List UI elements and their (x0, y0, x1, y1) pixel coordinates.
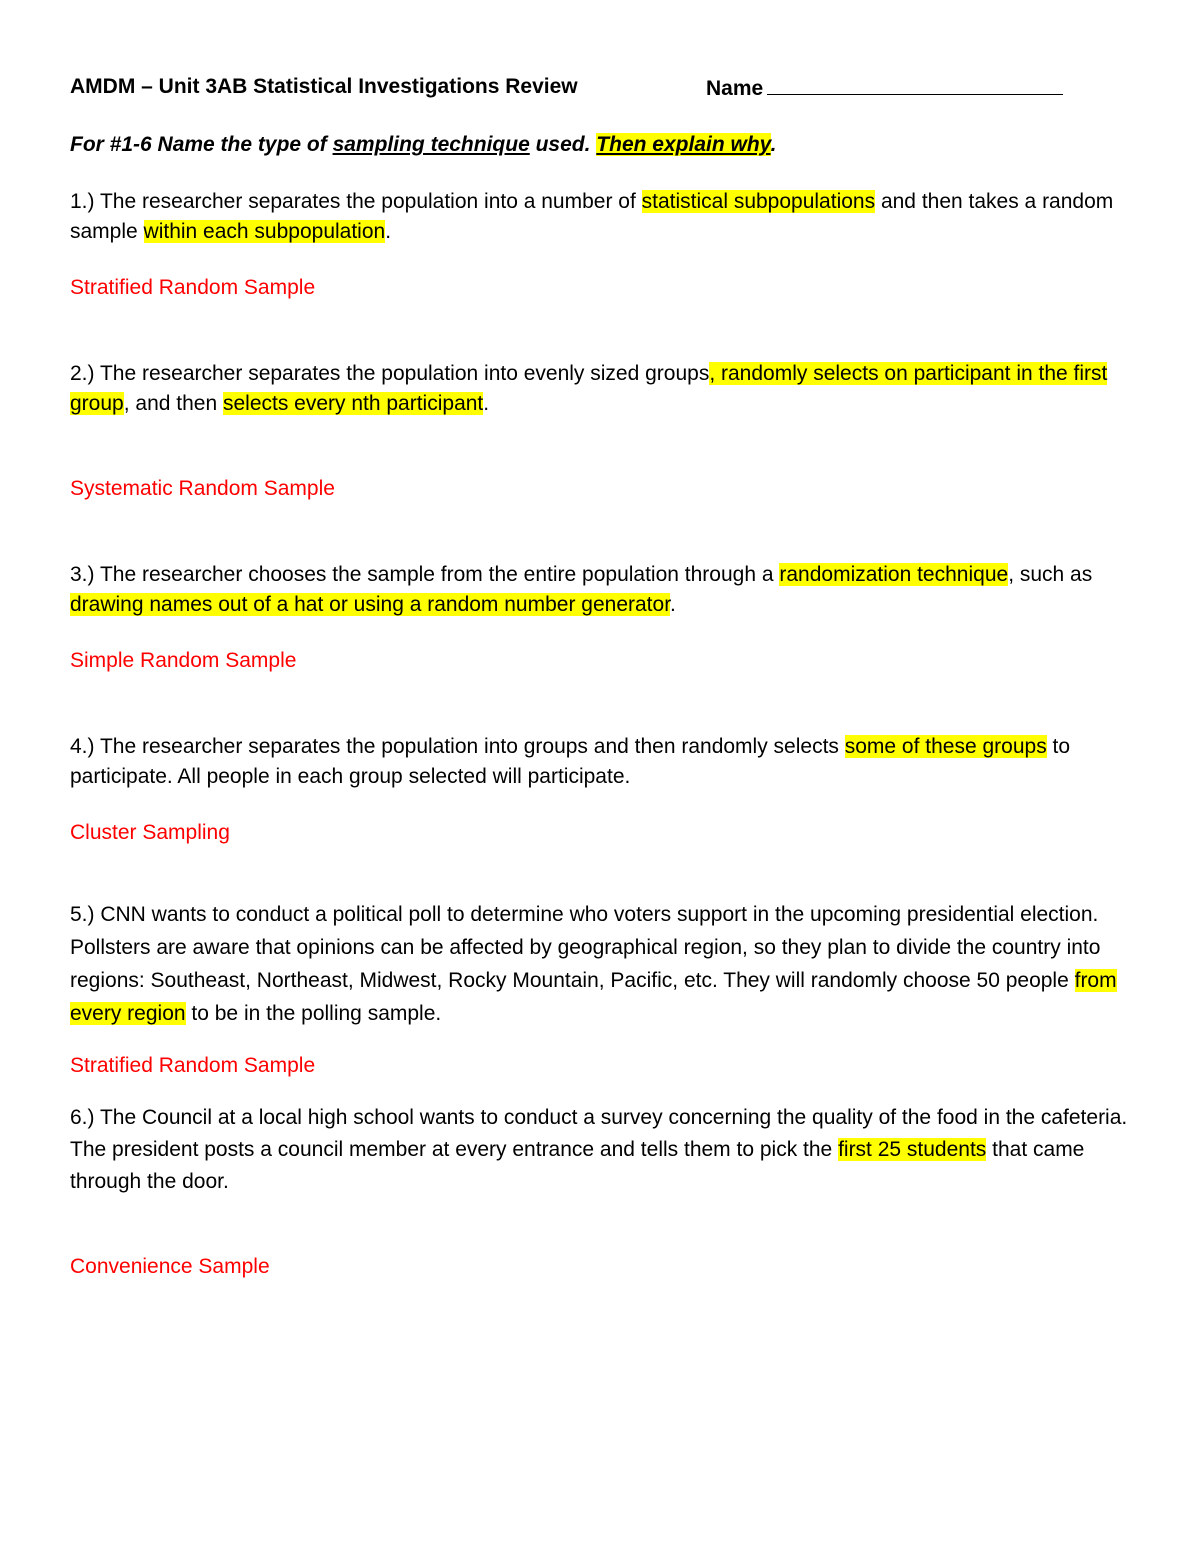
answer-3: Simple Random Sample (70, 649, 297, 672)
question-text: 5.) CNN wants to conduct a political poll to determine who voters support in the upcoming presidential election. Pollsters are aware that opinions can be affected by geographical region, so they plan to divide the country into regions: Southeast, Northeast, Midwest, Rocky Mountain, Pacific, etc. They will randomly choose 50 people (70, 903, 1101, 992)
question-highlight: , randomly selects on participant in the first group (70, 362, 1108, 415)
answer-4: Cluster Sampling (70, 821, 230, 844)
question-text: . (385, 220, 392, 243)
question-5 (70, 898, 1130, 1030)
question-text: , such as (1008, 563, 1093, 586)
question-highlight: within each subpopulation (143, 220, 386, 243)
question-highlight: statistical subpopulations (641, 190, 876, 213)
name-field (706, 72, 1063, 104)
question-1 (70, 187, 1130, 247)
question-text: to be in the polling sample. (185, 1002, 442, 1025)
question-highlight: first 25 students (838, 1138, 987, 1161)
question-highlight: randomization technique (779, 563, 1009, 586)
question-6 (70, 1102, 1130, 1198)
question-text: 1.) The researcher separates the population into a number of (70, 190, 642, 213)
instructions (70, 130, 776, 160)
answer-6: Convenience Sample (70, 1255, 270, 1278)
answer-1: Stratified Random Sample (70, 276, 316, 299)
question-text: , and then (123, 392, 223, 415)
question-highlight: selects every nth participant (222, 392, 484, 415)
question-text: 3.) The researcher chooses the sample from the entire population through a (70, 563, 780, 586)
name-label: Name (706, 77, 764, 100)
page-title: AMDM – Unit 3AB Statistical Investigations Review (70, 75, 578, 98)
question-text: . (483, 392, 490, 415)
question-highlight: drawing names out of a hat or using a random number generator (70, 593, 671, 616)
question-highlight: some of these groups (844, 735, 1047, 758)
instructions-underlined: sampling technique (332, 133, 530, 156)
instructions-part3: . (770, 133, 777, 156)
name-blank-line[interactable] (767, 72, 1063, 95)
instructions-part2: used. (529, 133, 597, 156)
question-3 (70, 560, 1130, 620)
question-text: . (670, 593, 676, 616)
question-text: 2.) The researcher separates the population into evenly sized groups (70, 362, 710, 385)
question-text: and then takes a random sample (70, 190, 1114, 243)
question-highlight: from every region (70, 969, 1117, 1025)
question-text: to participate. All people in each group selected will participate. (70, 735, 1071, 788)
instructions-part1: For #1-6 Name the type of (70, 133, 333, 156)
question-text: 4.) The researcher separates the population into groups and then randomly selects (70, 735, 845, 758)
question-text: 6.) The Council at a local high school wants to conduct a survey concerning the quality of the food in the cafeteria. The president posts a council member at every entrance and tells them to pick the (70, 1106, 1128, 1161)
question-text: that came through the door. (70, 1138, 1085, 1193)
question-2 (70, 359, 1130, 419)
answer-5: Stratified Random Sample (70, 1054, 316, 1077)
question-4 (70, 732, 1130, 792)
instructions-highlight: Then explain why (596, 133, 771, 156)
answer-2: Systematic Random Sample (70, 477, 335, 500)
